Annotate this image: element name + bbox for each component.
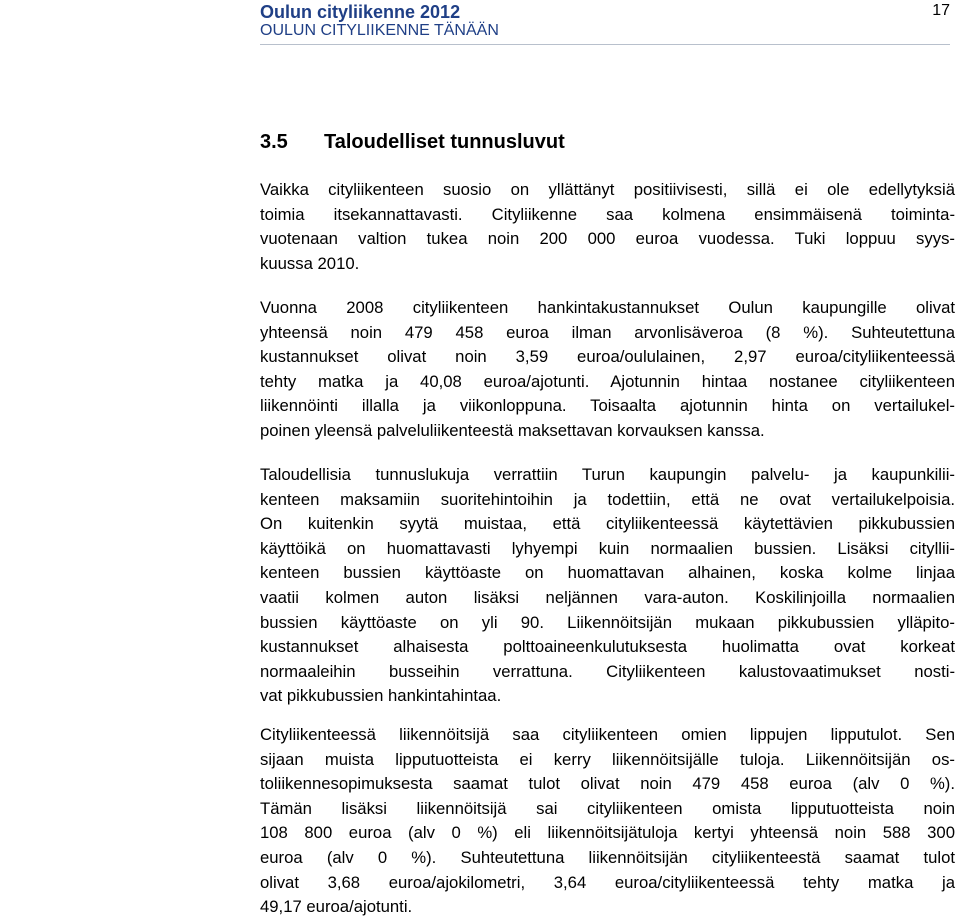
paragraph-line: tehty matka ja 40,08 euroa/ajotunti. Ajotunnin hintaa nostanee cityliikenteen <box>260 371 955 391</box>
paragraph-line: vaatii kolmen auton lisäksi neljännen vara-auton. Koskilinjoilla normaalien <box>260 587 955 607</box>
page-number: 17 <box>932 2 950 19</box>
paragraph-operator-revenue <box>260 723 955 920</box>
paragraph-line: kustannukset olivat noin 3,59 euroa/oululainen, 2,97 euroa/cityliikenteessä <box>260 347 955 367</box>
paragraph-line: kenteen maksamiin suoritehintoihin ja todettiin, että ne ovat vertailukelpoisia. <box>260 489 955 509</box>
paragraph-line: Vaikka cityliikenteen suosio on yllättänyt positiivisesti, sillä ei ole edellytyksiä <box>260 180 955 199</box>
paragraph-line: sijaan muista lipputuotteista ei kerry liikennöitsijälle tuloja. Liikennöitsijän os- <box>260 749 955 769</box>
paragraph-comparison <box>260 463 955 709</box>
section-heading <box>260 131 565 154</box>
paragraph-line: yhteensä noin 479 458 euroa ilman arvonlisäveroa (8 %). Suhteutettuna <box>260 322 955 342</box>
paragraph-line: käyttöikä on huomattavasti lyhyempi kuin normaalien bussien. Lisäksi cityllii- <box>260 538 955 558</box>
paragraph-line: Taloudellisia tunnuslukuja verrattiin Turun kaupungin palvelu- ja kaupunkilii- <box>260 465 955 484</box>
paragraph-line: olivat 3,68 euroa/ajokilometri, 3,64 euroa/cityliikenteessä tehty matka ja <box>260 872 955 892</box>
paragraph-line: kustannukset alhaisesta polttoaineenkulutuksesta huolimatta ovat korkeat <box>260 637 955 657</box>
paragraph-state-subsidy <box>260 178 955 276</box>
header-divider <box>260 44 950 45</box>
paragraph-line: 108 800 euroa (alv 0 %) eli liikennöitsijätuloja kertyi yhteensä noin 588 300 <box>260 823 955 843</box>
paragraph-procurement-costs <box>260 296 955 444</box>
paragraph-line: toliikennesopimuksesta saamat tulot olivat noin 479 458 euroa (alv 0 %). <box>260 774 955 794</box>
paragraph-line: euroa (alv 0 %). Suhteutettuna liikennöitsijän cityliikenteestä saamat tulot <box>260 847 955 867</box>
paragraph-line: liikennöinti illalla ja viikonloppuna. Toisaalta ajotunnin hinta on vertailukel- <box>260 396 955 416</box>
chapter-title: OULUN CITYLIIKENNE TÄNÄÄN <box>260 22 499 39</box>
paragraph-line: toimia itsekannattavasti. Cityliikenne saa kolmena ensimmäisenä toiminta- <box>260 204 955 224</box>
paragraph-line: vuotenaan valtion tukea noin 200 000 euroa vuodessa. Tuki loppuu syys- <box>260 229 955 249</box>
paragraph-line: poinen yleensä palveluliikenteestä maksettavan korvauksen kanssa. <box>260 420 765 440</box>
paragraph-line: kuussa 2010. <box>260 253 360 273</box>
paragraph-line: 49,17 euroa/ajotunti. <box>260 897 413 917</box>
paragraph-line: Tämän lisäksi liikennöitsijä sai cityliikenteen omista lipputuotteista noin <box>260 798 955 818</box>
section-number: 3.5 <box>260 131 288 153</box>
paragraph-line: Cityliikenteessä liikennöitsijä saa cityliikenteen omien lippujen lipputulot. Sen <box>260 725 955 744</box>
section-title: Taloudelliset tunnusluvut <box>324 131 565 153</box>
paragraph-line: bussien käyttöaste on yli 90. Liikennöitsijän mukaan pikkubussien ylläpito- <box>260 612 955 632</box>
document-title: Oulun cityliikenne 2012 <box>260 2 461 22</box>
paragraph-line: kenteen bussien käyttöaste on huomattavan alhainen, koska kolme linjaa <box>260 563 955 583</box>
paragraph-line: normaaleihin busseihin verrattuna. Cityliikenteen kalustovaatimukset nosti- <box>260 661 955 681</box>
paragraph-line: On kuitenkin syytä muistaa, että cityliikenteessä käytettävien pikkubussien <box>260 514 955 534</box>
paragraph-line: vat pikkubussien hankintahintaa. <box>260 686 502 706</box>
paragraph-line: Vuonna 2008 cityliikenteen hankintakustannukset Oulun kaupungille olivat <box>260 298 955 317</box>
